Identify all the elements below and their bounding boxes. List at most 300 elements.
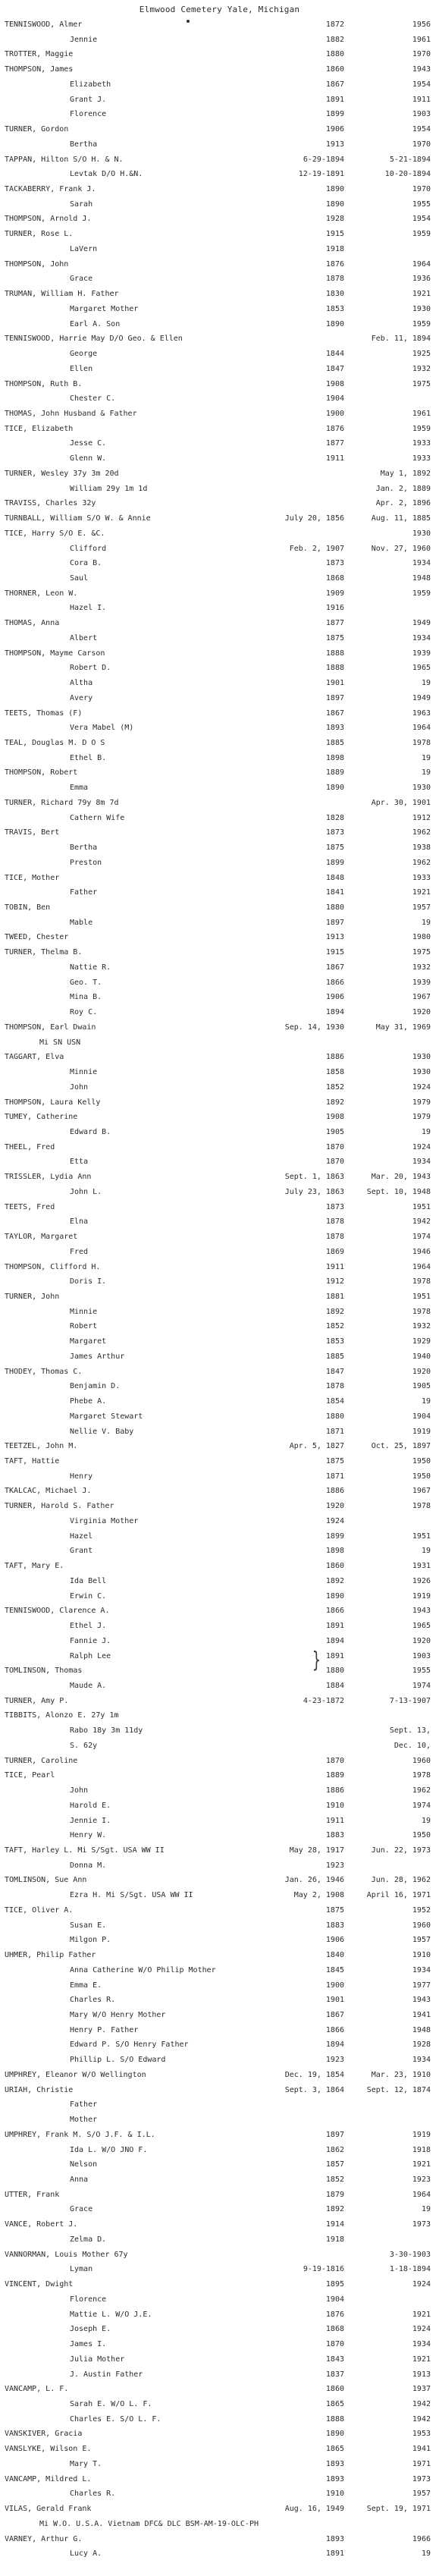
brace-mark: } xyxy=(312,1648,321,1673)
entry-death: 1951 xyxy=(412,1531,431,1541)
entry-death: 19 xyxy=(421,2205,431,2214)
entry-row xyxy=(0,2339,439,2350)
entry-name: TRAVIS, Bert xyxy=(5,828,60,837)
entry-birth: 1875 xyxy=(325,633,344,642)
entry-birth: 1889 xyxy=(325,768,344,778)
entry-death: 1920 xyxy=(412,1008,431,1017)
entry-row xyxy=(0,1112,439,1123)
entry-row xyxy=(0,2115,439,2125)
entry-death: 19 xyxy=(421,1547,431,1556)
entry-birth: 1913 xyxy=(325,933,344,942)
entry-birth: 1875 xyxy=(325,1457,344,1466)
entry-row xyxy=(0,1606,439,1616)
entry-birth: 1892 xyxy=(325,1576,344,1585)
entry-death: 1970 xyxy=(412,140,431,149)
entry-birth: 1914 xyxy=(325,2220,344,2229)
entry-name: Roy C. xyxy=(70,1008,98,1017)
entry-death: 1942 xyxy=(412,2414,431,2424)
entry-row xyxy=(0,2504,439,2515)
entry-birth: 1908 xyxy=(325,1113,344,1122)
entry-row xyxy=(0,2204,439,2215)
entry-death: 19 xyxy=(421,1127,431,1136)
entry-name: THOMPSON, Laura Kelly xyxy=(5,1098,101,1107)
entry-name: TEAL, Douglas M. D O S xyxy=(5,739,105,747)
entry-row xyxy=(0,618,439,629)
entry-row xyxy=(0,2459,439,2470)
entry-death: 1965 xyxy=(412,664,431,673)
entry-name: URIAH, Christie xyxy=(5,2085,74,2094)
entry-row xyxy=(0,1711,439,1721)
entry-name: TENNISWOOD, Harrie May D/O Geo. & Ellen xyxy=(5,335,183,344)
entry-name: THOMPSON, Mayme Carson xyxy=(5,649,105,658)
entry-birth: 1875 xyxy=(325,843,344,853)
entry-name: Elizabeth xyxy=(70,80,111,89)
entry-name: Levtak D/O H.&N. xyxy=(70,170,143,179)
entry-birth: 1878 xyxy=(325,1382,344,1391)
entry-name: Nelson xyxy=(70,2160,98,2169)
entry-death: 1921 xyxy=(412,2310,431,2319)
entry-death: 1967 xyxy=(412,993,431,1002)
entry-name: Clifford xyxy=(70,544,107,553)
entry-row xyxy=(0,424,439,435)
entry-row xyxy=(0,1321,439,1332)
entry-death: 1957 xyxy=(412,1936,431,1945)
entry-birth: 1868 xyxy=(325,573,344,583)
entry-name: Grace xyxy=(70,2205,93,2214)
entry-name: THOMAS, John Husband & Father xyxy=(5,409,137,418)
entry-row xyxy=(0,649,439,659)
entry-death: 1955 xyxy=(412,1667,431,1676)
entry-name: Lucy A. xyxy=(70,2549,102,2559)
entry-birth: 1893 xyxy=(325,724,344,733)
entry-birth: 1890 xyxy=(325,319,344,328)
entry-birth: 1852 xyxy=(325,1322,344,1331)
entry-name: Robert D. xyxy=(70,664,111,673)
entry-row xyxy=(0,1337,439,1347)
entry-name: Sarah E. W/O L. F. xyxy=(70,2399,152,2408)
entry-birth: 1885 xyxy=(325,1352,344,1361)
entry-death: 1934 xyxy=(412,1158,431,1167)
entry-birth: 1899 xyxy=(325,858,344,867)
entry-birth: 1866 xyxy=(325,1607,344,1616)
entry-row xyxy=(0,2055,439,2066)
entry-death: 1941 xyxy=(412,2011,431,2019)
entry-name: Earl A. Son xyxy=(70,319,121,328)
entry-birth: Dec. 19, 1854 xyxy=(284,2070,344,2079)
entry-name: VANCE, Robert J. xyxy=(5,2220,78,2229)
entry-row xyxy=(0,693,439,704)
entry-row xyxy=(0,723,439,734)
entry-death: 1957 xyxy=(412,2490,431,2499)
entry-birth: 1888 xyxy=(325,664,344,673)
entry-row xyxy=(0,738,439,749)
entry-birth: 1890 xyxy=(325,1591,344,1601)
entry-death: 1941 xyxy=(412,2445,431,2454)
entry-death: 7-13-1907 xyxy=(389,1696,431,1705)
entry-row xyxy=(0,484,439,495)
entry-death: May 1, 1892 xyxy=(380,469,431,478)
entry-row xyxy=(0,529,439,539)
entry-row xyxy=(0,514,439,524)
entry-row xyxy=(0,573,439,584)
entry-birth: 1893 xyxy=(325,2534,344,2543)
entry-birth: Sep. 14, 1930 xyxy=(284,1023,344,1032)
entry-name: VARNEY, Arthur G. xyxy=(5,2534,83,2543)
entry-death: April 16, 1971 xyxy=(366,1891,431,1900)
entry-name: Fannie J. xyxy=(70,1636,111,1645)
entry-birth: 1908 xyxy=(325,379,344,388)
entry-death: 1946 xyxy=(412,1247,431,1256)
entry-death: 1919 xyxy=(412,1427,431,1436)
entry-birth: 1901 xyxy=(325,1996,344,2005)
entry-name: Ethel J. xyxy=(70,1622,107,1631)
entry-row xyxy=(0,1816,439,1827)
entry-row xyxy=(0,2264,439,2275)
entry-death: 1960 xyxy=(412,1921,431,1930)
entry-death: 1961 xyxy=(412,35,431,44)
entry-row xyxy=(0,663,439,674)
entry-name: Phillip L. S/O Edward xyxy=(70,2056,166,2065)
entry-death: 1973 xyxy=(412,2474,431,2483)
entry-name: Harold E. xyxy=(70,1801,111,1810)
entry-death: 1934 xyxy=(412,633,431,642)
entry-row xyxy=(0,678,439,689)
entry-row xyxy=(0,1576,439,1587)
entry-birth: 1873 xyxy=(325,559,344,568)
entry-name: Mary T. xyxy=(70,2459,102,2468)
entry-death: Feb. 11, 1894 xyxy=(371,335,431,344)
entry-birth: 1880 xyxy=(325,1412,344,1421)
entry-name: THOMPSON, Robert xyxy=(5,768,78,778)
entry-name: TAFT, Mary E. xyxy=(5,1562,64,1571)
entry-row xyxy=(0,1995,439,2006)
entry-row xyxy=(0,2549,439,2559)
entry-name: TURNER, Rose L. xyxy=(5,230,74,239)
entry-row xyxy=(0,229,439,240)
entry-death: 1978 xyxy=(412,1771,431,1780)
entry-death: 1943 xyxy=(412,1996,431,2005)
entry-row xyxy=(0,1666,439,1676)
entry-row xyxy=(0,978,439,988)
entry-birth: 1853 xyxy=(325,304,344,313)
entry-name: TAFT, Hattie xyxy=(5,1457,60,1466)
entry-row xyxy=(0,80,439,90)
entry-death: 1921 xyxy=(412,290,431,299)
entry-row xyxy=(0,35,439,46)
entry-name: TURNER, Gordon xyxy=(5,125,69,134)
entry-death: 1949 xyxy=(412,619,431,628)
entry-birth: 1866 xyxy=(325,978,344,987)
entry-row xyxy=(0,1292,439,1302)
entry-death: 5-21-1894 xyxy=(389,155,431,164)
entry-birth: 1894 xyxy=(325,2040,344,2050)
entry-birth: 6-29-1894 xyxy=(303,155,344,164)
entry-birth: 1906 xyxy=(325,1936,344,1945)
entry-row xyxy=(0,1801,439,1811)
entry-row xyxy=(0,1262,439,1273)
entry-name: TURNER, Richard 79y 8m 7d xyxy=(5,798,119,807)
entry-row xyxy=(0,1082,439,1093)
entry-birth: May 28, 1917 xyxy=(289,1846,344,1855)
entry-name: TEETZEL, John M. xyxy=(5,1442,78,1451)
entry-name: Anna xyxy=(70,2175,89,2185)
entry-name: TOBIN, Ben xyxy=(5,903,51,913)
entry-death: 1904 xyxy=(412,1412,431,1421)
entry-row xyxy=(0,1381,439,1392)
entry-birth: 1847 xyxy=(325,364,344,373)
entry-death: 1949 xyxy=(412,693,431,702)
entry-row xyxy=(0,1890,439,1901)
entry-birth: Aug. 16, 1949 xyxy=(284,2505,344,2514)
entry-death: 19 xyxy=(421,753,431,762)
entry-death: 1964 xyxy=(412,259,431,269)
entry-row xyxy=(0,768,439,778)
entry-name: Emma xyxy=(70,784,89,793)
entry-row xyxy=(0,1501,439,1512)
entry-death: 1951 xyxy=(412,1293,431,1301)
entry-birth: 1885 xyxy=(325,739,344,747)
entry-row xyxy=(0,1038,439,1048)
entry-row xyxy=(0,2190,439,2201)
entry-death: 1954 xyxy=(412,125,431,134)
entry-name: Edward P. S/O Henry Father xyxy=(70,2040,189,2050)
entry-row xyxy=(0,603,439,614)
entry-row xyxy=(0,2355,439,2365)
entry-birth: 1852 xyxy=(325,2175,344,2185)
entry-row xyxy=(0,828,439,838)
entry-death: 1940 xyxy=(412,1352,431,1361)
entry-name: TOMLINSON, Sue Ann xyxy=(5,1876,87,1885)
entry-row xyxy=(0,963,439,973)
entry-death: 1963 xyxy=(412,708,431,718)
entry-death: 1978 xyxy=(412,1307,431,1316)
entry-birth: May 2, 1908 xyxy=(293,1891,344,1900)
entry-death: 1962 xyxy=(412,828,431,837)
entry-row xyxy=(0,1696,439,1707)
entry-death: Mar. 23, 1910 xyxy=(371,2070,431,2079)
entry-row xyxy=(0,1756,439,1767)
entry-death: 1925 xyxy=(412,350,431,359)
entry-birth: 1872 xyxy=(325,20,344,29)
entry-name: Zelma D. xyxy=(70,2235,107,2244)
entry-name: Milgon P. xyxy=(70,1936,111,1945)
entry-name: Etta xyxy=(70,1158,89,1167)
entry-row xyxy=(0,244,439,255)
entry-row xyxy=(0,49,439,60)
entry-birth: Sept. 1, 1863 xyxy=(284,1173,344,1182)
entry-name: TURNER, Thelma B. xyxy=(5,948,83,957)
entry-death: 1936 xyxy=(412,275,431,284)
entry-row xyxy=(0,2279,439,2290)
entry-row xyxy=(0,379,439,390)
entry-row xyxy=(0,1441,439,1452)
entry-name: Mary W/O Henry Mother xyxy=(70,2011,166,2019)
entry-death: 1924 xyxy=(412,2280,431,2289)
entry-death: 1953 xyxy=(412,2430,431,2439)
entry-row xyxy=(0,1861,439,1871)
entry-birth: Jan. 26, 1946 xyxy=(284,1876,344,1885)
entry-name: THOMPSON, Clifford H. xyxy=(5,1262,101,1271)
entry-birth: 1898 xyxy=(325,753,344,762)
entry-birth: 1890 xyxy=(325,199,344,209)
entry-death: 1930 xyxy=(412,304,431,313)
entry-row xyxy=(0,1202,439,1213)
entry-death: 1954 xyxy=(412,215,431,224)
entry-row xyxy=(0,1486,439,1497)
entry-row xyxy=(0,1367,439,1378)
entry-death: Sept. 19, 1971 xyxy=(366,2505,431,2514)
entry-name: John xyxy=(70,1786,89,1795)
entry-death: 1924 xyxy=(412,1142,431,1151)
entry-death: 1978 xyxy=(412,1277,431,1286)
entry-birth: 1892 xyxy=(325,1307,344,1316)
entry-row xyxy=(0,1172,439,1183)
entry-death: 1938 xyxy=(412,843,431,853)
entry-birth: 1840 xyxy=(325,1951,344,1960)
entry-birth: 1843 xyxy=(325,2355,344,2364)
entry-birth: 1876 xyxy=(325,424,344,433)
entry-name: Jennie I. xyxy=(70,1816,111,1825)
entry-death: 1956 xyxy=(412,20,431,29)
entry-row xyxy=(0,843,439,853)
entry-death: 1919 xyxy=(412,2130,431,2139)
entry-death: 1931 xyxy=(412,1562,431,1571)
entry-death: Apr. 30, 1901 xyxy=(371,798,431,807)
entry-name: Joseph E. xyxy=(70,2325,111,2334)
entry-row xyxy=(0,1965,439,1976)
entry-name: Hazel xyxy=(70,1531,93,1541)
entry-death: 1930 xyxy=(412,1068,431,1077)
entry-row xyxy=(0,1277,439,1287)
entry-birth: 1910 xyxy=(325,2490,344,2499)
entry-birth: 1890 xyxy=(325,784,344,793)
entry-death: 1974 xyxy=(412,1801,431,1810)
entry-birth: 1904 xyxy=(325,394,344,404)
entry-row xyxy=(0,2040,439,2050)
entry-birth: 1912 xyxy=(325,1277,344,1286)
entry-row xyxy=(0,1905,439,1916)
entry-name: Chester C. xyxy=(70,394,116,404)
entry-row xyxy=(0,2235,439,2245)
entry-birth: 1888 xyxy=(325,649,344,658)
entry-name: Margaret Mother xyxy=(70,304,139,313)
entry-name: Ellen xyxy=(70,364,93,373)
entry-birth: 1889 xyxy=(325,1771,344,1780)
entry-birth: 1877 xyxy=(325,439,344,448)
entry-birth: 9-19-1816 xyxy=(303,2265,344,2274)
entry-name: TURNBALL, William S/O W. & Annie xyxy=(5,514,151,523)
entry-name: Cora B. xyxy=(70,559,102,568)
entry-birth: 1869 xyxy=(325,1247,344,1256)
entry-row xyxy=(0,932,439,943)
entry-name: TURNER, Caroline xyxy=(5,1756,78,1765)
entry-birth: 1911 xyxy=(325,454,344,463)
entry-row xyxy=(0,1127,439,1138)
entry-name: Henry P. Father xyxy=(70,2025,139,2034)
entry-name: Bertha xyxy=(70,140,98,149)
entry-row xyxy=(0,454,439,464)
entry-row xyxy=(0,1456,439,1467)
entry-row xyxy=(0,2130,439,2141)
entry-birth: 1844 xyxy=(325,350,344,359)
entry-name: James Arthur xyxy=(70,1352,125,1361)
entry-name: Jennie xyxy=(70,35,98,44)
entry-birth: 1870 xyxy=(325,1142,344,1151)
entry-birth: 1900 xyxy=(325,1981,344,1990)
entry-name: TWEED, Chester xyxy=(5,933,69,942)
entry-death: Sept. 10, 1948 xyxy=(366,1187,431,1196)
entry-birth: 1915 xyxy=(325,948,344,957)
entry-row xyxy=(0,334,439,344)
entry-death: 1903 xyxy=(412,110,431,119)
entry-row xyxy=(0,873,439,884)
entry-birth: 1911 xyxy=(325,1816,344,1825)
entry-death: 1948 xyxy=(412,2025,431,2034)
entry-row xyxy=(0,1157,439,1167)
page-title: Elmwood Cemetery Yale, Michigan xyxy=(139,5,300,14)
entry-name: Elna xyxy=(70,1217,89,1227)
entry-name: THODEY, Thomas C. xyxy=(5,1367,83,1376)
entry-birth: 1890 xyxy=(325,2430,344,2439)
entry-name: John xyxy=(70,1082,89,1092)
entry-row xyxy=(0,1726,439,1736)
entry-death: 3-30-1903 xyxy=(389,2250,431,2259)
entry-death: 1921 xyxy=(412,2355,431,2364)
entry-death: 1975 xyxy=(412,948,431,957)
entry-name: Father xyxy=(70,888,98,897)
entry-row xyxy=(0,1307,439,1318)
entry-birth: 1893 xyxy=(325,2474,344,2483)
entry-birth: 1897 xyxy=(325,2130,344,2139)
entry-row xyxy=(0,394,439,404)
entry-row xyxy=(0,1921,439,1931)
entry-name: Phebe A. xyxy=(70,1397,107,1406)
entry-birth: 1884 xyxy=(325,1681,344,1690)
entry-row xyxy=(0,1546,439,1557)
entry-death: 1934 xyxy=(412,1965,431,1974)
entry-name: TAFT, Harley L. Mi S/Sgt. USA WW II xyxy=(5,1846,165,1855)
entry-birth: 1860 xyxy=(325,2385,344,2394)
entry-name: THOMPSON, John xyxy=(5,259,69,269)
entry-name: Grant J. xyxy=(70,95,107,104)
entry-name: George xyxy=(70,350,98,359)
entry-birth: 4-23-1872 xyxy=(303,1696,344,1705)
entry-name: UMPHREY, Frank M. S/O J.F. & I.L. xyxy=(5,2130,155,2139)
entry-death: 1952 xyxy=(412,1905,431,1915)
entry-name: TEETS, Fred xyxy=(5,1202,55,1211)
entry-death: 1934 xyxy=(412,2340,431,2349)
entry-row xyxy=(0,20,439,30)
entry-birth: 1860 xyxy=(325,65,344,74)
entry-birth: Sept. 3, 1864 xyxy=(284,2085,344,2094)
entry-row xyxy=(0,887,439,898)
entry-death: 19 xyxy=(421,1816,431,1825)
entry-row xyxy=(0,438,439,449)
entry-birth: 1898 xyxy=(325,1547,344,1556)
entry-death: 1974 xyxy=(412,1681,431,1690)
entry-name: Doris I. xyxy=(70,1277,107,1286)
entry-row xyxy=(0,2219,439,2230)
entry-name: Julia Mother xyxy=(70,2355,125,2364)
entry-death: 1962 xyxy=(412,858,431,867)
entry-name: Sarah xyxy=(70,199,93,209)
entry-name: S. 62y xyxy=(70,1741,98,1750)
entry-name: Edward B. xyxy=(70,1127,111,1136)
entry-name: TENNISWOOD, Almer xyxy=(5,20,83,29)
entry-name: Ethel B. xyxy=(70,753,107,762)
entry-row xyxy=(0,140,439,150)
entry-birth: 1906 xyxy=(325,993,344,1002)
